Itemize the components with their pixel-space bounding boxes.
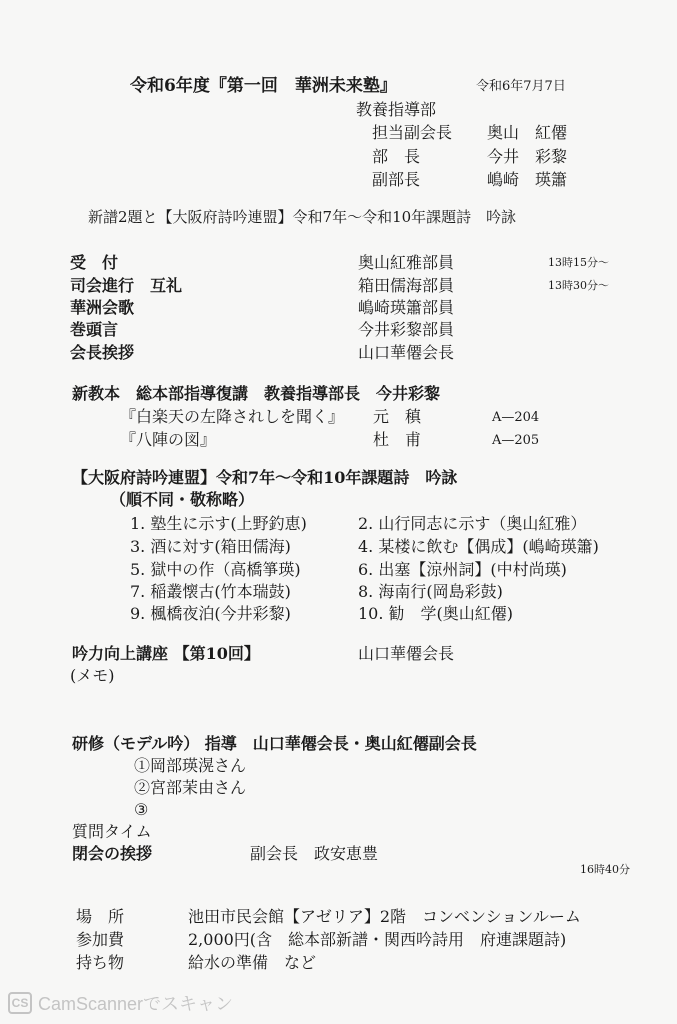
renmei-item: 4. 某楼に飲む【偶成】(嶋崎瑛簫) [358,537,599,556]
department-name: 教養指導部 [356,100,437,119]
info-label: 参加費 [76,930,125,949]
document-date: 令和6年7月7日 [476,79,566,94]
poem-title: 『白楽天の左降されしを聞く』 [120,407,345,426]
poem-author: 杜 甫 [373,430,422,449]
renmei-item: 5. 獄中の作（高橋箏瑛) [130,560,301,579]
qa-label: 質問タイム [72,822,152,841]
lecture-person: 山口華僊会長 [358,644,455,663]
info-label: 場 所 [76,907,125,926]
training-item: ②宮部茉由さん [134,778,247,797]
poem-code: A—204 [492,410,540,425]
program-label: 会長挨拶 [70,343,135,362]
program-time: 13時15分～ [548,256,609,269]
document-title: 令和6年度『第一回 華洲未来塾』 [130,76,397,96]
renmei-item: 3. 酒に対す(箱田儒海) [130,537,291,556]
info-value: 2,000円(含 総本部新譜・関西吟詩用 府連課題詩) [188,930,567,949]
staff-role: 担当副会長 [372,123,453,142]
staff-name: 奥山 紅僊 [487,123,568,142]
program-person: 山口華僊会長 [358,343,455,362]
renmei-note: （順不同・敬称略） [110,490,255,509]
program-person: 箱田儒海部員 [358,276,455,295]
watermark-text: CamScannerでスキャン [38,994,234,1014]
renmei-item: 6. 出塞【涼州詞】(中村尚瑛) [358,560,567,579]
renmei-heading: 【大阪府詩吟連盟】令和7年～令和10年課題詩 吟詠 [72,468,458,487]
program-label: 司会進行 互礼 [70,276,183,295]
renmei-item: 8. 海南行(岡島彩鼓) [358,582,503,601]
program-person: 奥山紅雅部員 [358,253,455,272]
memo-label: (メモ) [70,666,115,685]
info-label: 持ち物 [76,953,125,972]
renmei-item: 10. 勧 学(奥山紅僊) [358,604,514,623]
renmei-item: 2. 山行同志に示す（奥山紅雅） [358,514,587,533]
info-value: 給水の準備 など [188,953,317,972]
program-label: 受 付 [70,253,119,272]
staff-role: 部 長 [372,147,421,166]
poem-author: 元 稹 [373,407,422,426]
training-item: ③ [134,800,149,819]
program-time: 13時30分～ [548,279,609,292]
intro-line: 新譜2題と【大阪府詩吟連盟】令和7年～令和10年課題詩 吟詠 [88,208,517,226]
new-text-heading: 新教本 総本部指導復講 教養指導部長 今井彩黎 [72,384,441,403]
info-value: 池田市民会館【アゼリア】2階 コンベンションルーム [188,907,581,926]
closing-label: 閉会の挨拶 [72,844,153,863]
camscanner-logo-icon: CS [8,992,32,1014]
end-time: 16時40分 [580,863,630,876]
renmei-item: 9. 楓橋夜泊(今井彩黎) [130,604,291,623]
program-label: 華洲会歌 [70,298,135,317]
camscanner-watermark [8,990,233,1016]
renmei-item: 7. 稲叢懐古(竹本瑞鼓) [130,582,291,601]
poem-code: A—205 [492,433,540,448]
closing-person: 副会長 政安恵豊 [250,844,379,863]
renmei-item: 1. 塾生に示す(上野釣恵) [130,514,307,533]
program-label: 巻頭言 [70,320,119,339]
program-person: 今井彩黎部員 [358,320,455,339]
poem-title: 『八陣の図』 [120,430,217,449]
staff-role: 副部長 [372,170,421,189]
program-person: 嶋崎瑛簫部員 [358,298,455,317]
lecture-heading: 吟力向上講座 【第10回】 [72,644,260,663]
staff-name: 今井 彩黎 [487,147,568,166]
training-heading: 研修（モデル吟） 指導 山口華僊会長・奥山紅僊副会長 [72,734,477,753]
staff-name: 嶋崎 瑛簫 [487,170,568,189]
training-item: ①岡部瑛滉さん [134,756,247,775]
